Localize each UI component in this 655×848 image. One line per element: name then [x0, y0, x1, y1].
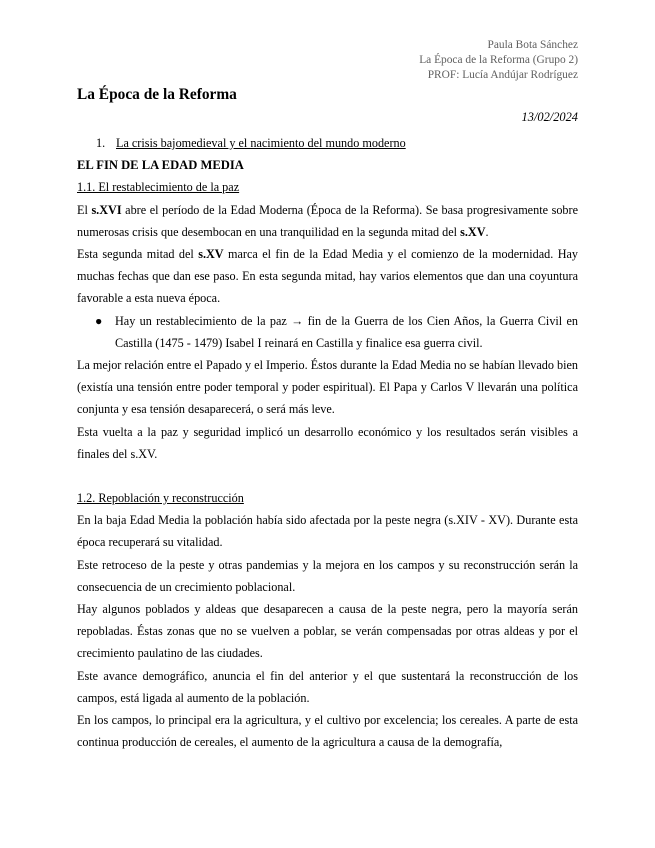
professor-name: PROF: Lucía Andújar Rodríguez	[427, 69, 578, 81]
paragraph: Esta segunda mitad del s.XV marca el fin de la Edad Media y el comienzo de la modernidad. Hay muchas fechas que dan ese paso. En esta segunda mitad, hay varios elementos que dan una coyuntura favorable a esta nueva época.	[77, 247, 578, 306]
paragraph: En los campos, lo principal era la agricultura, y el cultivo por excelencia; los cereales. A parte de esta continua producción de cereales, el aumento de la agricultura a causa de la demografía,	[77, 713, 578, 750]
paragraph: El s.XVI abre el período de la Edad Moderna (Época de la Reforma). Se basa progresivamente sobre numerosas crisis que desembocan en una tranquilidad en la segunda mitad del s.XV.	[77, 202, 578, 239]
section-heading: EL FIN DE LA EDAD MEDIA	[77, 158, 244, 173]
document-date: 13/02/2024	[521, 110, 578, 124]
course-name: La Época de la Reforma (Grupo 2)	[419, 54, 578, 66]
paragraph: La mejor relación entre el Papado y el Imperio. Éstos durante la Edad Media no se habían llevado bien (existía una tensión entre poder temporal y poder espiritual). El Papa y Carlos V llevarán una política conjunta y esa tensión desaparecerá, o será más leve.	[77, 358, 578, 417]
bullet-item: ● Hay un restablecimiento de la paz → fin de la Guerra de los Cien Años, la Guerra Civil en Castilla (1475 - 1479) Isabel I reinará en Castilla y finalice esa guerra civil.	[77, 310, 578, 354]
paragraph: Esta vuelta a la paz y seguridad implicó un desarrollo económico y los resultados serán visibles a finales del s.XV.	[77, 424, 578, 461]
subsection-title-1-1: 1.1. El restablecimiento de la paz	[77, 180, 240, 195]
document-body	[77, 132, 578, 753]
paragraph: Este avance demográfico, anuncia el fin del anterior y el que sustentará la reconstrucción de los campos, está ligada al aumento de la población.	[77, 668, 578, 705]
paragraph: En la baja Edad Media la población había sido afectada por la peste negra (s.XIV - XV). Durante esta época recuperará su vitalidad.	[77, 513, 578, 550]
list-number: 1.	[96, 136, 106, 150]
subsection-title-1-2: 1.2. Repoblación y reconstrucción	[77, 491, 244, 506]
bullet-icon: ●	[95, 313, 103, 328]
paragraph: Hay algunos poblados y aldeas que desaparecen a causa de la peste negra, pero la mayoría serán repobladas. Éstas zonas que no se vuelven a poblar, se verán compensadas por otras aldeas y por el crecimiento paulatino de las ciudades.	[77, 602, 578, 661]
list-item-text: La crisis bajomedieval y el nacimiento del mundo moderno	[116, 136, 406, 150]
numbered-list-item	[77, 132, 578, 154]
document-title: La Época de la Reforma	[77, 86, 237, 103]
author-name: Paula Bota Sánchez	[487, 39, 578, 51]
paragraph: Este retroceso de la peste y otras pandemias y la mejora en los campos y su reconstrucción serán la consecuencia de un crecimiento poblacional.	[77, 557, 578, 594]
page-header	[419, 38, 578, 83]
